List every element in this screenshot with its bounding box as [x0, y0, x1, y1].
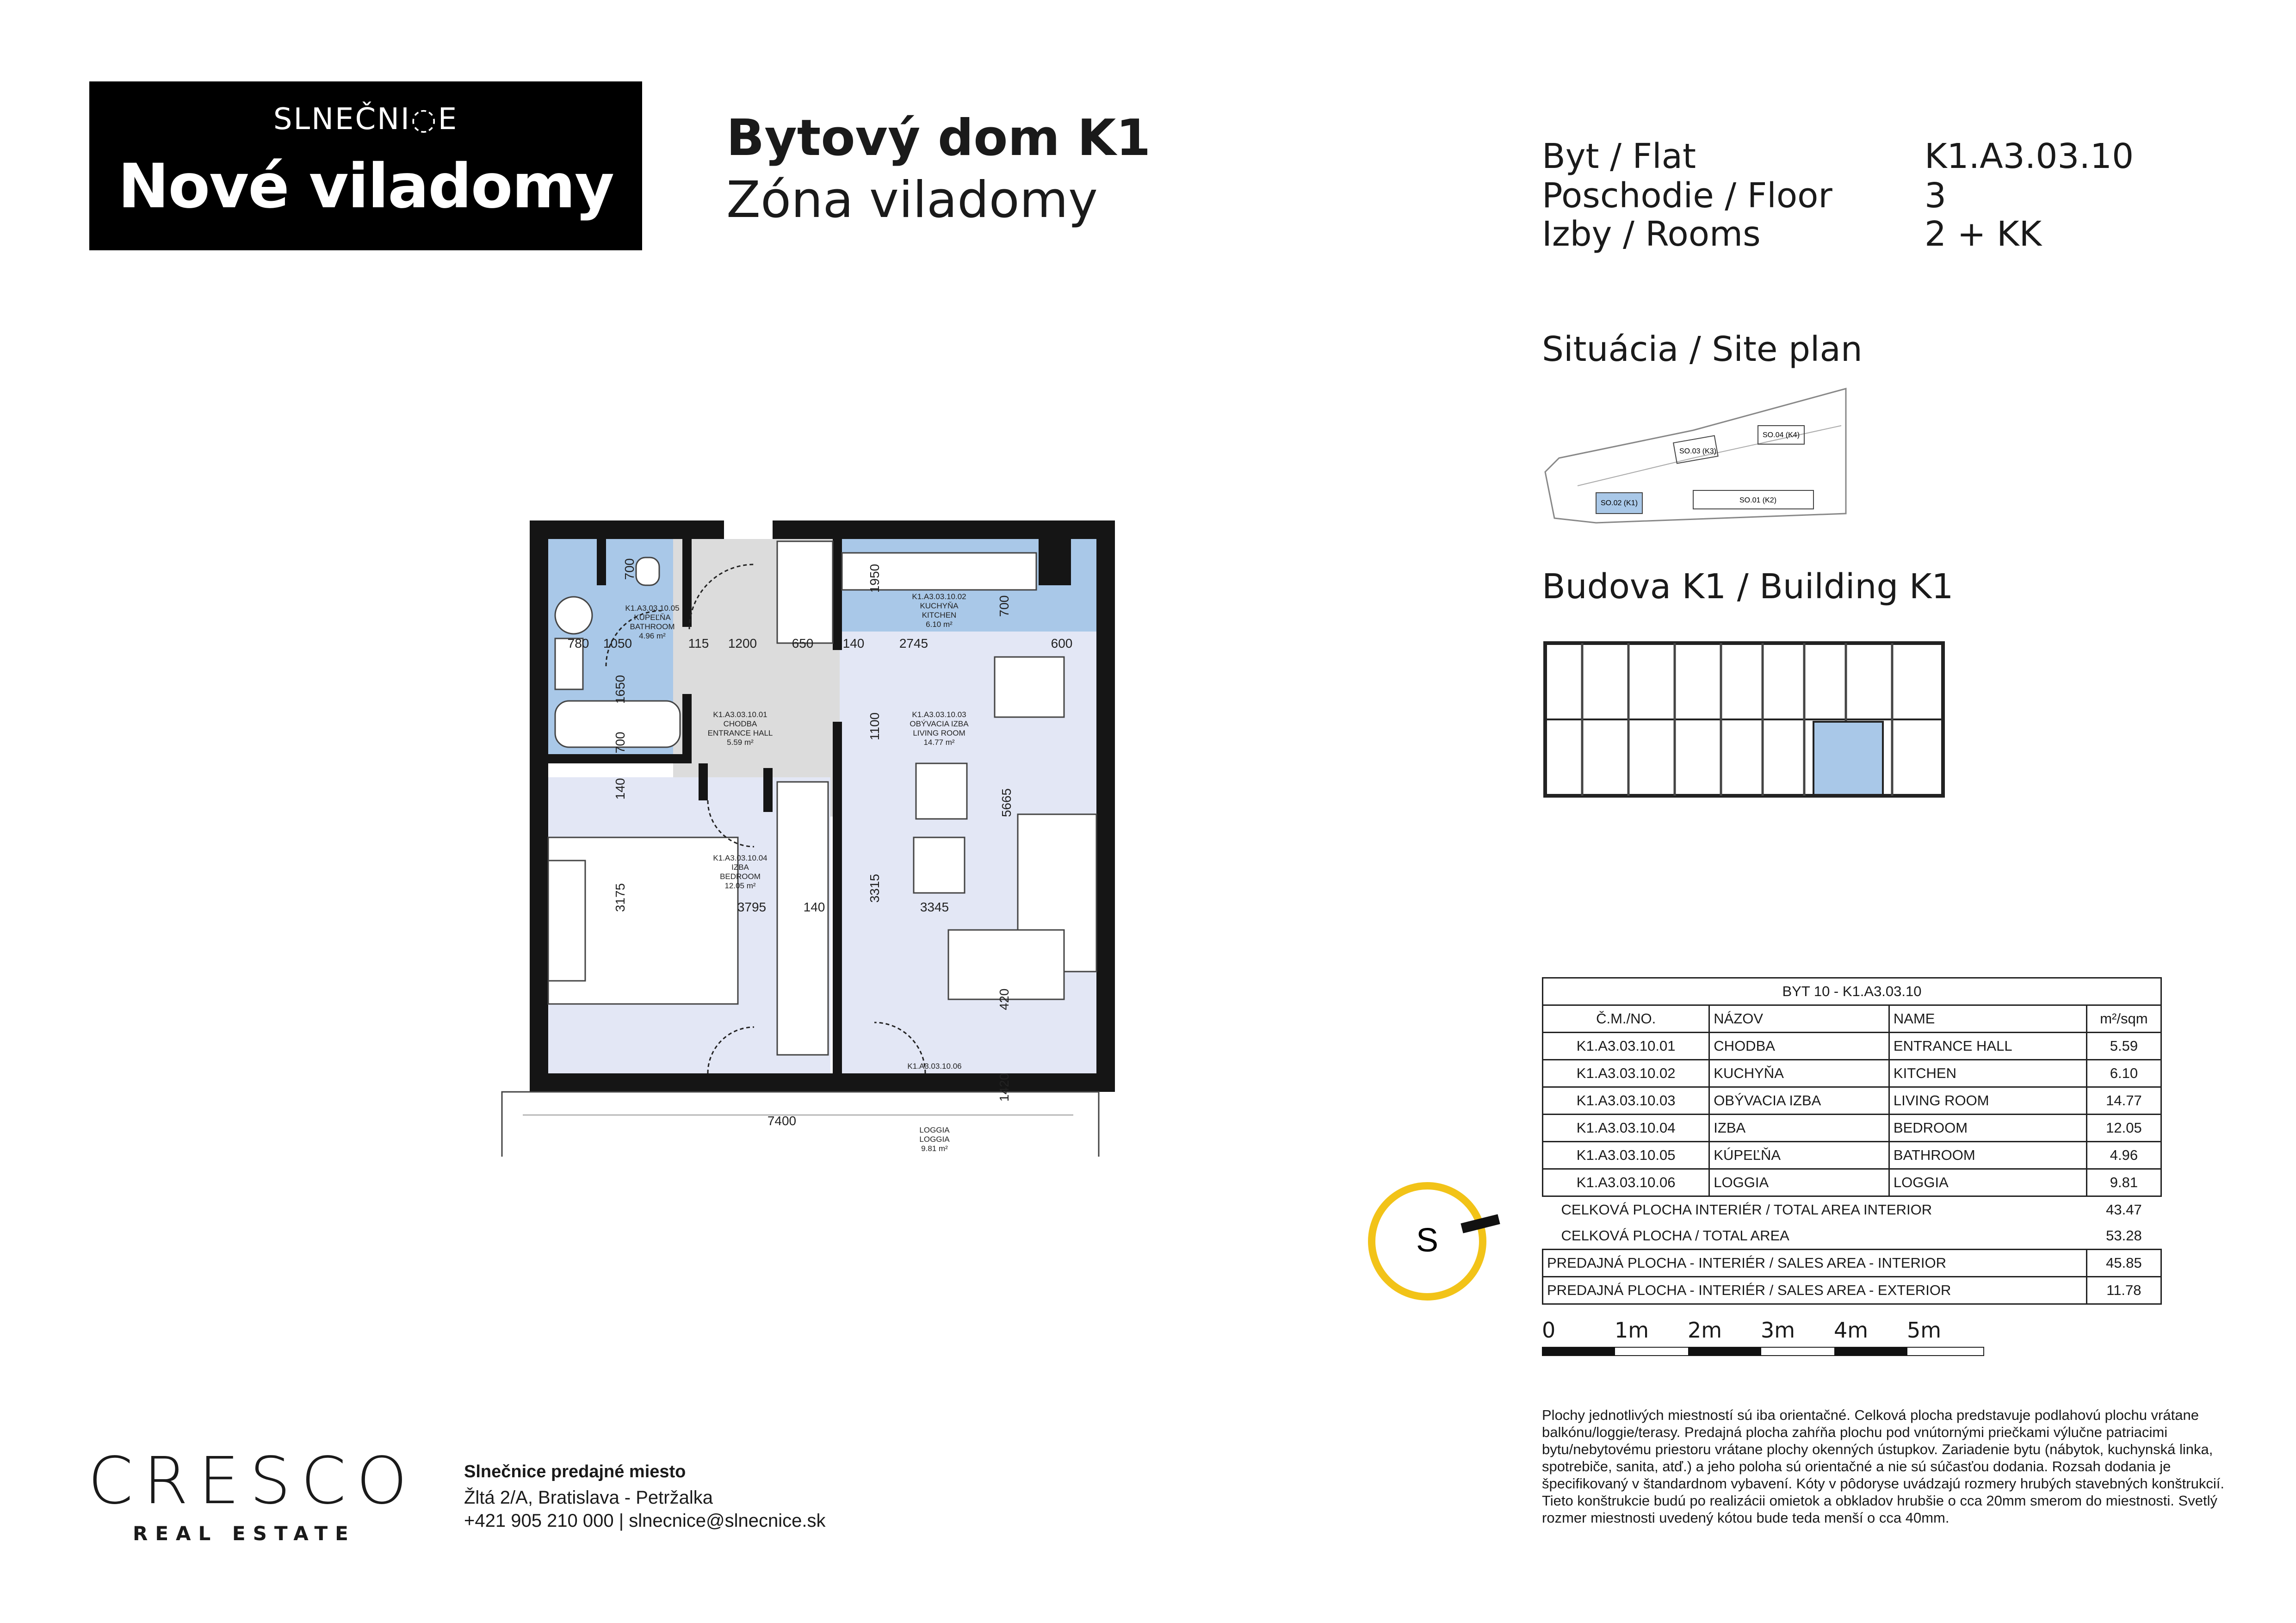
dim-label: 1200	[728, 636, 757, 650]
room-code-bathroom: K1.A3.03.10.05	[625, 604, 680, 613]
room-name-en-living: LIVING ROOM	[913, 729, 965, 737]
brand-big-text: Nové viladomy	[118, 151, 614, 222]
site-plan-drawing	[1541, 379, 1855, 532]
info-rooms-value: 2 + KK	[1925, 214, 2042, 254]
info-flat-label: Byt / Flat	[1542, 136, 1696, 176]
room-name-kitchen: KUCHYŇA	[920, 601, 959, 610]
room-name-en-hall: ENTRANCE HALL	[707, 729, 773, 737]
cresco-subtitle: REAL ESTATE	[133, 1522, 356, 1545]
table-cell: LOGGIA	[1889, 1169, 2086, 1196]
table-row	[1543, 1033, 2161, 1060]
room-name-living: OBÝVACIA IZBA	[910, 719, 969, 728]
brand-small-text: SLNEČNI◌E	[273, 102, 458, 136]
total-value: 11.78	[2086, 1277, 2161, 1304]
room-area-loggia: 9.81 m²	[921, 1144, 948, 1153]
dim-label: 3795	[737, 900, 767, 914]
table-header: NAME	[1889, 1005, 2086, 1033]
room-name-hall: CHODBA	[723, 719, 757, 728]
dim-label: 5665	[999, 788, 1014, 818]
compass-label: S	[1416, 1222, 1439, 1259]
room-name-en-kitchen: KITCHEN	[922, 611, 957, 619]
dim-label: 420	[997, 988, 1011, 1010]
table-cell: BEDROOM	[1889, 1115, 2086, 1142]
total-row	[1543, 1223, 2161, 1250]
dim-label: 140	[842, 636, 865, 650]
table-row	[1543, 1115, 2161, 1142]
table-cell: K1.A3.03.10.05	[1543, 1142, 1709, 1169]
dim-label: 780	[567, 636, 589, 650]
page-subtitle: Zóna viladomy	[726, 171, 1098, 229]
table-row	[1543, 1087, 2161, 1115]
table-cell: 6.10	[2086, 1060, 2161, 1087]
room-code-hall: K1.A3.03.10.01	[713, 710, 767, 719]
total-row	[1543, 1250, 2161, 1277]
brand-logo	[89, 81, 642, 250]
dim-label: 3345	[920, 900, 949, 914]
room-name-bedroom: IZBA	[731, 863, 749, 872]
site-label-so04: SO.04 (K4)	[1763, 431, 1800, 439]
room-code-loggia: K1.A3.03.10.06	[907, 1062, 962, 1071]
dim-label: 3175	[613, 883, 627, 912]
dim-label: 140	[803, 900, 825, 914]
dim-label: 7400	[767, 1114, 797, 1128]
dim-label: 600	[1051, 636, 1073, 650]
table-cell: KITCHEN	[1889, 1060, 2086, 1087]
info-floor-label: Poschodie / Floor	[1542, 176, 1832, 216]
table-row	[1543, 1142, 2161, 1169]
room-code-living: K1.A3.03.10.03	[912, 710, 966, 719]
table-cell: 12.05	[2086, 1115, 2161, 1142]
table-header: m²/sqm	[2086, 1005, 2161, 1033]
table-cell: OBÝVACIA IZBA	[1709, 1087, 1889, 1115]
table-header: Č.M./NO.	[1543, 1005, 1709, 1033]
table-cell: ENTRANCE HALL	[1889, 1033, 2086, 1060]
total-label: PREDAJNÁ PLOCHA - INTERIÉR / SALES AREA - INTERIOR	[1543, 1250, 2087, 1277]
area-table-title: BYT 10 - K1.A3.03.10	[1543, 978, 2161, 1005]
room-code-kitchen: K1.A3.03.10.02	[912, 592, 966, 601]
dim-label: 1050	[603, 636, 632, 650]
total-label: PREDAJNÁ PLOCHA - INTERIÉR / SALES AREA - EXTERIOR	[1543, 1277, 2087, 1304]
table-cell: K1.A3.03.10.01	[1543, 1033, 1709, 1060]
table-cell: 5.59	[2086, 1033, 2161, 1060]
room-area-bathroom: 4.96 m²	[639, 632, 666, 640]
page-title: Bytový dom K1	[726, 109, 1151, 167]
dim-label: 3315	[867, 873, 882, 903]
dim-label: 115	[688, 636, 709, 650]
dim-label: 1420	[997, 1072, 1011, 1102]
total-value: 45.85	[2086, 1250, 2161, 1277]
info-floor-value: 3	[1925, 176, 1947, 216]
site-plan-title: Situácia / Site plan	[1542, 329, 1863, 369]
table-cell: 4.96	[2086, 1142, 2161, 1169]
disclaimer-note: Plochy jednotlivých miestností sú iba orientačné. Celková plocha predstavuje podlahovú plochu vrátane balkónu/loggie/terasy. Predajná plocha zahŕňa plochu pod vnútornými priečkami výlučne patriacimi bytu/nebytovému priestoru vrátane plochy okenných ústupkov. Zariadenie bytu (nábytok, kuchynská linka, spotrebiče, sanita, atď.) a jeho poloha sú orientačné a nie sú súčasťou dodania. Rozsah dodania je špecifikovaný v štandardnom vybavení. Kóty v pôdoryse uvádzajú rozmery hrubých stavebných konštrukcií. Tieto konštrukcie budú po realizácii omietok a obkladov hrubšie o cca 20mm smerom do miestnosti. Svetlý rozmer miestnosti uvedený kótou bude teda menší o cca 40mm.	[1542, 1407, 2224, 1526]
room-name-en-loggia: LOGGIA	[919, 1135, 950, 1144]
compass-icon	[1365, 1177, 1504, 1307]
room-area-bedroom: 12.05 m²	[724, 881, 756, 890]
total-value: 53.28	[2106, 1227, 2142, 1244]
table-cell: BATHROOM	[1889, 1142, 2086, 1169]
dim-label: 700	[613, 731, 627, 754]
dim-label: 1950	[867, 564, 882, 593]
total-label: CELKOVÁ PLOCHA / TOTAL AREA	[1561, 1227, 1789, 1244]
table-cell: 14.77	[2086, 1087, 2161, 1115]
dim-label: 650	[792, 636, 814, 650]
info-rooms-label: Izby / Rooms	[1542, 214, 1761, 254]
site-label-so01: SO.01 (K2)	[1739, 496, 1777, 504]
building-plan-drawing	[1541, 634, 1948, 805]
site-label-so03: SO.03 (K3)	[1679, 447, 1717, 455]
table-row	[1543, 1060, 2161, 1087]
table-cell: CHODBA	[1709, 1033, 1889, 1060]
scale-label: 4m	[1834, 1318, 1869, 1343]
dim-label: 1650	[613, 675, 627, 704]
total-value: 43.47	[2106, 1202, 2142, 1218]
area-table	[1542, 977, 2162, 1305]
room-area-hall: 5.59 m²	[727, 738, 754, 747]
table-cell: K1.A3.03.10.02	[1543, 1060, 1709, 1087]
dim-label: 1100	[867, 712, 882, 741]
building-title: Budova K1 / Building K1	[1542, 567, 1954, 607]
room-name-loggia: LOGGIA	[919, 1126, 950, 1134]
dim-label: 700	[622, 558, 637, 580]
scale-label: 2m	[1688, 1318, 1722, 1343]
info-flat-value: K1.A3.03.10	[1925, 136, 2134, 176]
dim-label: 700	[997, 595, 1011, 617]
scale-bar	[1542, 1346, 1986, 1357]
table-cell: IZBA	[1709, 1115, 1889, 1142]
table-cell: K1.A3.03.10.06	[1543, 1169, 1709, 1196]
table-row	[1543, 1169, 2161, 1196]
dim-label: 140	[613, 778, 627, 800]
table-cell: K1.A3.03.10.04	[1543, 1115, 1709, 1142]
site-label-so02: SO.02 (K1)	[1601, 499, 1638, 507]
table-header: NÁZOV	[1709, 1005, 1889, 1033]
room-code-bedroom: K1.A3.03.10.04	[713, 854, 767, 862]
sales-office-address: Žltá 2/A, Bratislava - Petržalka	[464, 1487, 713, 1508]
scale-label: 1m	[1615, 1318, 1649, 1343]
table-cell: LIVING ROOM	[1889, 1087, 2086, 1115]
room-name-bathroom: KÚPEĽŇA	[634, 613, 671, 622]
room-name-en-bathroom: BATHROOM	[630, 622, 675, 631]
scale-label: 5m	[1907, 1318, 1942, 1343]
room-area-kitchen: 6.10 m²	[926, 620, 953, 629]
room-area-living: 14.77 m²	[923, 738, 955, 747]
dim-label: 2745	[899, 636, 928, 650]
floor-plan	[495, 518, 1115, 1157]
total-label: CELKOVÁ PLOCHA INTERIÉR / TOTAL AREA INTERIOR	[1561, 1202, 1932, 1218]
sales-office-contact[interactable]: +421 905 210 000 | slnecnice@slnecnice.sk	[464, 1511, 826, 1531]
room-name-en-bedroom: BEDROOM	[720, 872, 761, 881]
scale-label: 3m	[1761, 1318, 1795, 1343]
cresco-logo: CRESCO	[88, 1443, 418, 1519]
scale-label: 0	[1542, 1318, 1556, 1343]
table-cell: K1.A3.03.10.03	[1543, 1087, 1709, 1115]
table-cell: KÚPEĽŇA	[1709, 1142, 1889, 1169]
total-row	[1543, 1196, 2161, 1223]
table-cell: 9.81	[2086, 1169, 2161, 1196]
sales-office-title: Slnečnice predajné miesto	[464, 1462, 686, 1481]
table-cell: LOGGIA	[1709, 1169, 1889, 1196]
total-row	[1543, 1277, 2161, 1304]
table-cell: KUCHYŇA	[1709, 1060, 1889, 1087]
